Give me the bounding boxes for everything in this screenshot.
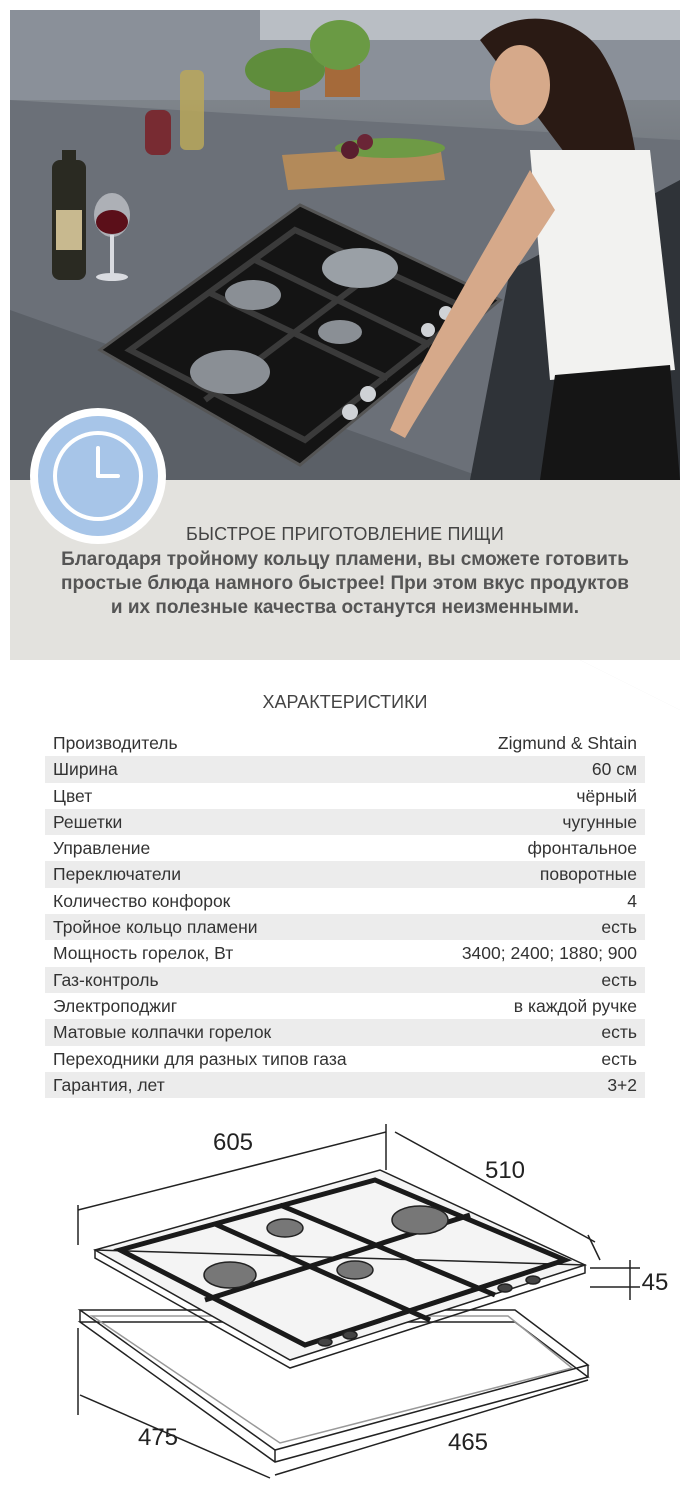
dim-cutout-width-label: 465 <box>447 1429 489 1456</box>
spec-label: Цвет <box>53 785 93 806</box>
spec-row <box>45 967 645 993</box>
spec-row <box>45 730 645 756</box>
spec-row <box>45 1072 645 1098</box>
spec-row <box>45 940 645 966</box>
spec-label: Мощность горелок, Вт <box>53 943 234 964</box>
spec-value: есть <box>601 917 637 938</box>
spec-row <box>45 835 645 861</box>
spec-label: Электроподжиг <box>53 995 178 1016</box>
feature-title: БЫСТРОЕ ПРИГОТОВЛЕНИЕ ПИЩИ <box>185 524 505 544</box>
dim-depth-label: 510 <box>484 1157 526 1184</box>
spec-row <box>45 914 645 940</box>
dim-cutout-depth-label: 475 <box>137 1424 179 1451</box>
spec-value: есть <box>601 969 637 990</box>
spec-value: есть <box>601 1022 637 1043</box>
spec-label: Количество конфорок <box>53 890 231 911</box>
spec-value: 4 <box>627 890 637 911</box>
spec-value: фронтальное <box>527 838 637 859</box>
spec-label: Гарантия, лет <box>53 1074 165 1095</box>
spec-row <box>45 783 645 809</box>
spec-value: в каждой ручке <box>513 995 637 1016</box>
specs-table <box>45 730 645 1098</box>
spec-row <box>45 756 645 782</box>
spec-value: Zigmund & Shtain <box>497 733 637 753</box>
feature-text-line: Благодаря тройному кольцу пламени, вы сможете готовить <box>61 549 629 570</box>
dim-width-label: 605 <box>212 1129 254 1156</box>
feature-description <box>30 548 660 620</box>
spec-row <box>45 1046 645 1072</box>
spec-value: чёрный <box>576 785 637 806</box>
spec-label: Газ-контроль <box>53 969 159 990</box>
spec-label: Переключатели <box>53 864 182 885</box>
spec-row <box>45 809 645 835</box>
dim-height-label: 45 <box>641 1269 669 1296</box>
spec-row <box>45 861 645 887</box>
spec-label: Переходники для разных типов газа <box>53 1048 347 1069</box>
spec-value: 60 см <box>591 759 637 780</box>
spec-label: Управление <box>53 838 151 859</box>
clock-icon <box>38 416 158 536</box>
spec-label: Матовые колпачки горелок <box>53 1022 272 1043</box>
spec-label: Производитель <box>53 733 178 753</box>
dimension-diagram <box>40 1110 680 1490</box>
spec-label: Тройное кольцо пламени <box>53 917 258 938</box>
spec-value: 3+2 <box>607 1074 637 1095</box>
spec-row <box>45 993 645 1019</box>
spec-row <box>45 1019 645 1045</box>
spec-label: Решетки <box>53 811 123 832</box>
spec-row <box>45 888 645 914</box>
spec-value: 3400; 2400; 1880; 900 <box>461 943 637 964</box>
spec-label: Ширина <box>53 759 118 780</box>
spec-value: поворотные <box>539 864 637 885</box>
spec-value: чугунные <box>562 811 637 832</box>
spec-value: есть <box>601 1048 637 1069</box>
feature-text-line: простые блюда намного быстрее! При этом вкус продуктов <box>61 573 629 594</box>
specs-title: ХАРАКТЕРИСТИКИ <box>262 692 428 712</box>
feature-text-line: и их полезные качества останутся неизменными. <box>110 597 580 618</box>
